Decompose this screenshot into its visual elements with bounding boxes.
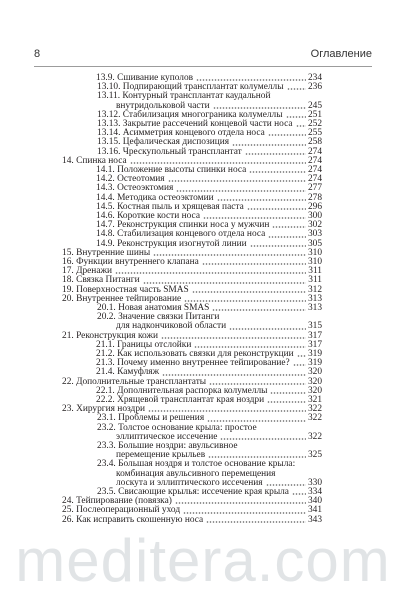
toc-entry-title: 17. Дренажи — [62, 266, 112, 277]
leader-dots — [202, 263, 306, 265]
toc-entry-page: 319 — [307, 349, 322, 359]
toc-entry-page: 334 — [307, 487, 322, 497]
toc-entry-page: 320 — [307, 367, 322, 378]
toc-entry-title: 22. Дополнительные трансплантаты — [62, 376, 207, 387]
leader-dots — [212, 309, 306, 311]
toc-entry-page: 311 — [308, 275, 322, 286]
toc-entry-page: 274 — [307, 174, 322, 185]
toc-entry-page: 311 — [308, 266, 322, 277]
toc-entry-title-continuation: эллиптическое иссечение — [116, 431, 218, 442]
toc-entry[interactable] — [62, 516, 322, 525]
toc-entry-page: 325 — [307, 450, 322, 461]
toc-entry-title: 15. Внутренние шины — [62, 247, 151, 258]
toc-entry-page: 258 — [307, 137, 322, 148]
toc-entry-title[interactable]: 23.4. Большая ноздря и толстое основание крыла: — [97, 459, 296, 470]
toc-entry-title: 21.4. Камуфляж — [96, 367, 160, 378]
toc-entry-page: 300 — [307, 211, 322, 221]
toc-entry-page: 255 — [307, 128, 322, 139]
toc-entry-title: 21.3. Почему именно внутреннее тейпирование? — [96, 358, 290, 369]
toc-entry-title: 22.1. Дополнительная распорка колумеллы — [96, 385, 268, 396]
toc-entry-title: 14. Спинка носа — [62, 155, 127, 166]
toc-entry-page: 343 — [307, 514, 322, 525]
toc-entry-title: 13.10. Подпирающий трансплантат колумеллы — [97, 82, 284, 93]
toc-entry-page: 245 — [307, 100, 322, 111]
toc-entry-title: 14.1. Положение высоты спинки носа — [96, 165, 247, 175]
leader-dots — [115, 272, 306, 274]
toc-entry[interactable] — [97, 148, 322, 157]
header-rule — [34, 66, 372, 67]
leader-dots — [176, 190, 306, 192]
leader-dots — [267, 401, 306, 403]
leader-dots — [130, 162, 306, 164]
toc-entry-page: 330 — [307, 477, 322, 488]
leader-dots — [293, 364, 306, 366]
toc-entry-title[interactable]: 23.2. Толстое основание крыла: простое — [97, 422, 257, 433]
toc-entry-page: 313 — [307, 293, 322, 304]
toc-entry-title: 24. Тейпирование (повязка) — [62, 496, 172, 507]
toc-entry-page: 296 — [307, 201, 322, 212]
leader-dots — [217, 199, 306, 201]
toc-entry-page: 310 — [307, 247, 322, 258]
toc-entry-page: 274 — [307, 165, 322, 175]
page-header — [34, 40, 372, 60]
toc-entry-page: 303 — [307, 229, 322, 240]
leader-dots — [247, 208, 306, 210]
toc-entry-title: 13.12. Стабилизация многограника колумеллы — [97, 109, 283, 120]
leader-dots — [209, 383, 306, 385]
toc-entry-title: 19. Поверхностная часть SMAS — [62, 284, 189, 295]
toc-entry-title: 13.14. Асимметрия концевого отдела носа — [97, 128, 265, 139]
toc-entry-title: 14.3. Остеоэктомия — [96, 183, 174, 194]
toc-entry-title: 23.5. Свисающие крылья: иссечение края крыла — [97, 487, 289, 497]
toc-entry-title[interactable]: 20.2. Значение связки Питанги — [97, 312, 220, 323]
leader-dots — [297, 355, 306, 357]
watermark: meditera.com — [15, 527, 391, 594]
leader-dots — [184, 300, 306, 302]
leader-dots — [207, 420, 306, 422]
toc-entry-page: 252 — [307, 119, 322, 129]
toc-entry-title[interactable]: 13.11. Контурный трансплантат каудальной — [97, 91, 271, 102]
leader-dots — [175, 502, 306, 504]
running-section-title: Оглавление — [310, 48, 372, 60]
leader-dots — [192, 291, 306, 293]
toc-entry-page: 315 — [307, 321, 322, 332]
toc-entry-page: 302 — [307, 220, 322, 231]
toc-entry-title: 22.2. Хрящевой трансплантат края ноздри — [96, 395, 265, 405]
toc-entry-page: 305 — [307, 238, 322, 249]
toc-entry-title: 21.1. Границы отслойки — [96, 339, 192, 350]
leader-dots — [249, 171, 306, 173]
toc-entry-title: 26. Как исправить скошенную носа — [62, 514, 204, 525]
toc-entry-title: 14.9. Реконструкция изогнутой линии — [96, 238, 247, 249]
toc-entry-page: 320 — [307, 376, 322, 387]
toc-entry-page: 322 — [307, 404, 322, 415]
leader-dots — [162, 374, 306, 376]
toc-entry-page: 236 — [307, 82, 322, 93]
leader-dots — [286, 116, 306, 118]
leader-dots — [287, 88, 306, 90]
leader-dots — [270, 392, 305, 394]
leader-dots — [266, 484, 306, 486]
toc-entry-page: 317 — [307, 339, 322, 350]
leader-dots — [296, 125, 306, 127]
toc-entry-title: 14.7. Реконструкция спинки носа у мужчин — [96, 220, 270, 231]
toc-entry-title: 13.15. Цефалическая диспозиция — [97, 137, 230, 148]
leader-dots — [183, 512, 306, 514]
toc-entry-title: 16. Функции внутреннего клапана — [62, 257, 199, 267]
toc-entry-page: 274 — [307, 155, 322, 166]
toc-entry-title-continuation: перемещение крыльев — [116, 450, 206, 461]
leader-dots — [208, 456, 306, 458]
leader-dots — [245, 153, 306, 155]
toc-entry-page: 274 — [307, 146, 322, 157]
leader-dots — [268, 134, 306, 136]
toc-entry-page: 317 — [307, 330, 322, 341]
toc-entry-title: 20. Внутреннее тейпирование — [62, 293, 182, 304]
toc-entry-page: 321 — [307, 395, 322, 405]
toc-entry-page: 341 — [307, 505, 322, 516]
toc-entry-title: 14.2. Остеотомия — [96, 174, 165, 185]
leader-dots — [153, 254, 306, 256]
leader-dots — [229, 328, 306, 330]
leader-dots — [272, 226, 306, 228]
toc-entry-title-continuation: комбинация авульсивного перемещения — [116, 468, 276, 479]
toc-entry-page: 277 — [307, 183, 322, 194]
toc-entry-title: 14.8. Стабилизация концевого отдела носа — [96, 229, 266, 240]
toc-entry-page: 322 — [307, 431, 322, 442]
toc-entry-title: 13.13. Закрытие рассечений концевой части носа — [97, 119, 293, 129]
toc-entry-title: 23. Хирургия ноздри — [62, 404, 146, 415]
leader-dots — [268, 236, 306, 238]
leader-dots — [206, 521, 306, 523]
leader-dots — [196, 79, 306, 81]
leader-dots — [161, 337, 306, 339]
toc-entry-title: 14.4. Методика остеоэктомии — [96, 192, 214, 203]
leader-dots — [250, 245, 306, 247]
leader-dots — [203, 217, 306, 219]
toc-entry-page: 310 — [307, 257, 322, 267]
toc-entry-page: 313 — [307, 303, 322, 313]
toc-entry-page: 320 — [307, 385, 322, 396]
leader-dots — [213, 107, 306, 109]
toc-entry-title-continuation: для надкончиковой области — [116, 321, 227, 332]
toc-entry-page: 319 — [307, 358, 322, 369]
toc-entry-title: 20.1. Новая анатомия SMAS — [97, 303, 210, 313]
toc-entry-title: 14.6. Короткие кости носа — [96, 211, 200, 221]
toc-entry-title: 25. Послеоперационный уход — [62, 505, 181, 516]
toc-entry-title: 14.5. Костная пыль и хрящевая паста — [96, 201, 244, 212]
toc-entry-page: 251 — [307, 109, 322, 120]
leader-dots — [168, 180, 306, 182]
leader-dots — [292, 493, 306, 495]
toc-entry-page: 322 — [307, 413, 322, 424]
leader-dots — [143, 282, 307, 284]
toc-entry-title: 13.9. Сшивание куполов — [96, 73, 194, 83]
toc-entry-title-continuation: внутридольковой части — [116, 100, 210, 111]
toc-entry-title: 23.1. Проблемы и решения — [97, 413, 205, 424]
leader-dots — [232, 144, 306, 146]
toc-entry-page: 312 — [307, 284, 322, 295]
leader-dots — [194, 346, 306, 348]
toc-entry-title: 21. Реконструкция кожи — [62, 330, 158, 341]
toc-entry-page: 340 — [307, 496, 322, 507]
toc-entry-title: 13.16. Чрескупольный трансплантат — [97, 146, 242, 157]
toc-entry-title[interactable]: 23.3. Большие ноздри: авульсивное — [97, 441, 238, 451]
toc-entry-page: 278 — [307, 192, 322, 203]
toc-entry-title: 18. Связка Питанги — [62, 275, 140, 286]
toc-entry-title-continuation: лоскута и эллиптического иссечения — [116, 477, 263, 488]
leader-dots — [220, 438, 305, 440]
toc-entry-page: 234 — [307, 73, 322, 83]
page-number: 8 — [34, 48, 41, 60]
toc-entry-title: 21.2. Как использовать связки для реконструкции — [96, 349, 294, 359]
